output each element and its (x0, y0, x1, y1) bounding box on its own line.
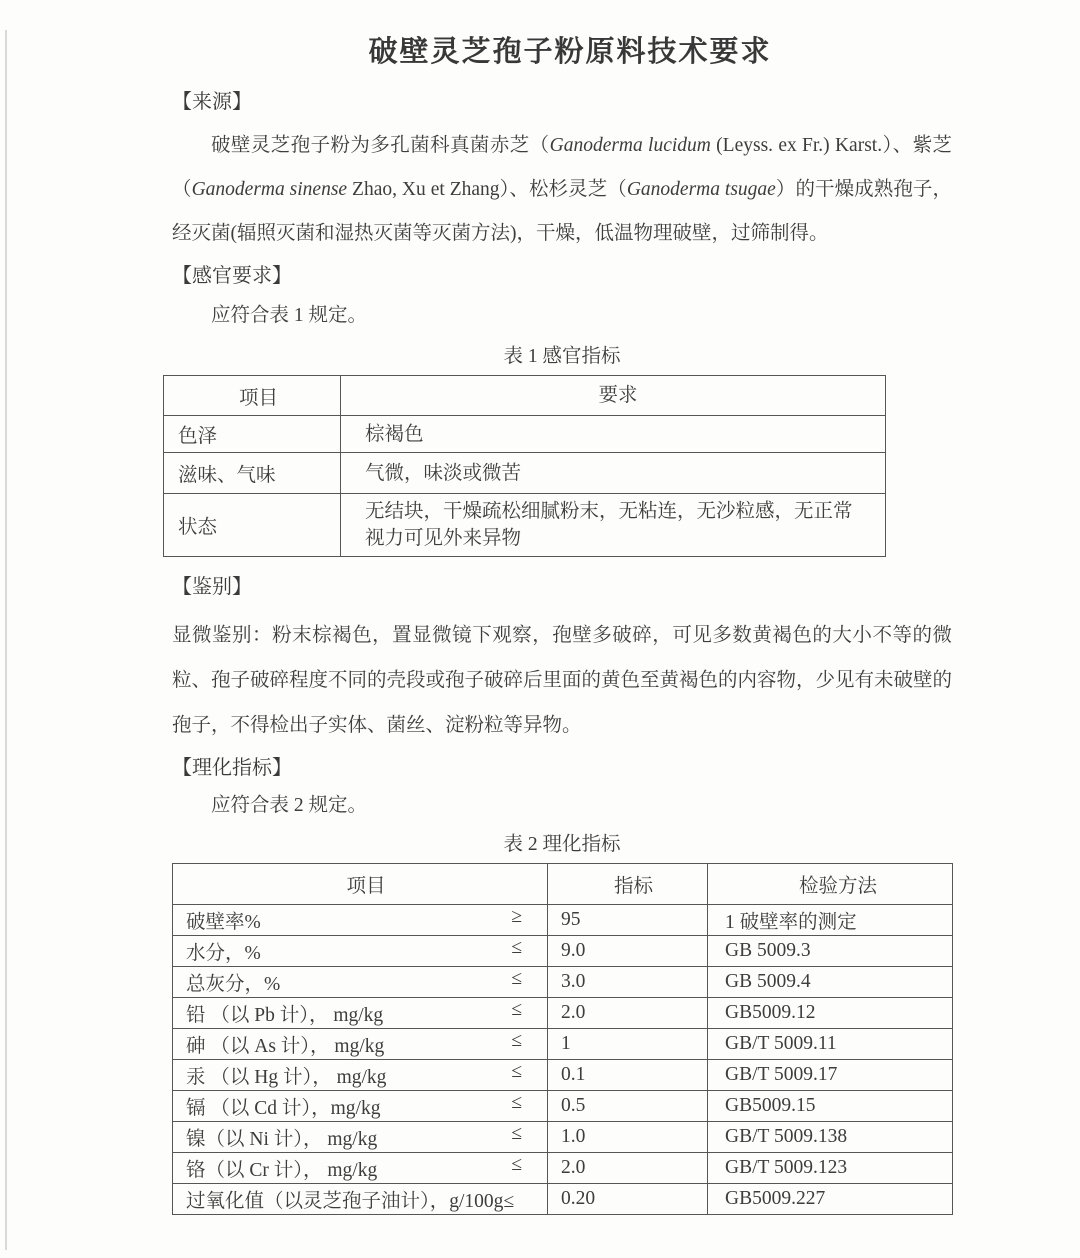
t2-cell-value: 2.0 (548, 1153, 708, 1184)
t2-cell-item-label: 汞 （以 Hg 计）， mg/kg (186, 1067, 387, 1088)
t2-cell-operator: ≤ (511, 1154, 522, 1175)
table-row (164, 494, 886, 557)
t2-header-method: 检验方法 (708, 864, 953, 905)
t2-cell-operator: ≥ (511, 906, 522, 927)
table-row (173, 1029, 953, 1060)
t2-cell-method: GB5009.227 (708, 1184, 953, 1215)
t2-cell-method: GB5009.12 (708, 998, 953, 1029)
t2-cell-item (173, 998, 548, 1029)
t2-cell-value: 0.5 (548, 1091, 708, 1122)
section-heading-sensory: 【感官要求】 (172, 265, 292, 287)
t2-cell-operator: ≤ (511, 937, 522, 958)
section-heading-source: 【来源】 (172, 91, 252, 113)
table-row (173, 967, 953, 998)
sensory-note: 应符合表 1 规定。 (211, 305, 368, 326)
t2-cell-method: GB/T 5009.11 (708, 1029, 953, 1060)
t2-cell-value: 9.0 (548, 936, 708, 967)
table-row (164, 453, 886, 494)
t2-cell-item-label: 总灰分，% (186, 974, 281, 995)
t2-cell-value: 2.0 (548, 998, 708, 1029)
t1-cell-requirement: 无结块，干燥疏松细腻粉末，无粘连，无沙粒感，无正常视力可见外来异物 (341, 494, 886, 557)
physchem-table-head (173, 864, 953, 905)
t1-header-item: 项目 (164, 376, 341, 416)
t2-cell-item-label: 镉 （以 Cd 计），mg/kg (186, 1098, 381, 1119)
t2-cell-operator: ≤ (511, 1061, 522, 1082)
t2-cell-value: 95 (548, 905, 708, 936)
identification-paragraph: 显微鉴别：粉末棕褐色，置显微镜下观察，孢壁多破碎，可见多数黄褐色的大小不等的微粒、孢子破碎程度不同的壳段或孢子破碎后里面的黄色至黄褐色的内容物，少见有未破壁的孢子，不得检出子实体、菌丝、淀粉粒等异物。 (172, 625, 953, 736)
t1-cell-requirement: 棕褐色 (341, 416, 886, 453)
t2-cell-item-label: 破壁率% (186, 912, 261, 933)
section-heading-physchem: 【理化指标】 (172, 757, 292, 779)
t1-cell-item: 色泽 (164, 416, 341, 453)
table-row (173, 1184, 953, 1215)
t2-cell-item (173, 1153, 548, 1184)
t2-cell-operator: ≤ (511, 1030, 522, 1051)
sensory-table-head (164, 376, 886, 416)
t1-cell-requirement: 气微，味淡或微苦 (341, 453, 886, 494)
table-row (173, 936, 953, 967)
t2-cell-item (173, 1029, 548, 1060)
t2-cell-item (173, 1091, 548, 1122)
t2-cell-item-label: 镍（以 Ni 计）， mg/kg (186, 1129, 378, 1150)
table-row (173, 905, 953, 936)
t2-cell-item (173, 1122, 548, 1153)
t2-cell-item-label: 铬（以 Cr 计）， mg/kg (186, 1160, 378, 1181)
t2-cell-method: GB/T 5009.123 (708, 1153, 953, 1184)
t1-header-requirement: 要求 (341, 376, 886, 416)
t2-cell-method: GB 5009.4 (708, 967, 953, 998)
t2-cell-item-label: 水分，% (186, 943, 261, 964)
t2-cell-item (173, 936, 548, 967)
t2-cell-value: 1 (548, 1029, 708, 1060)
t1-cell-item: 状态 (164, 494, 341, 557)
t2-cell-method: GB/T 5009.17 (708, 1060, 953, 1091)
t2-cell-item-label: 铅 （以 Pb 计）， mg/kg (186, 1005, 384, 1026)
physchem-note: 应符合表 2 规定。 (211, 795, 368, 816)
section-heading-identification: 【鉴别】 (172, 576, 252, 598)
table-row (173, 1091, 953, 1122)
table2-caption: 表 2 理化指标 (503, 834, 621, 855)
table-row (173, 1122, 953, 1153)
document-content (172, 90, 952, 1215)
t2-header-item: 项目 (173, 864, 548, 905)
t2-cell-item (173, 1060, 548, 1091)
sensory-table-body (164, 416, 886, 557)
t2-cell-method: GB5009.15 (708, 1091, 953, 1122)
table-row (173, 1153, 953, 1184)
t2-cell-operator: ≤ (511, 999, 522, 1020)
table-row (173, 998, 953, 1029)
table-header-row (173, 864, 953, 905)
sensory-table (163, 375, 886, 557)
document-title: 破壁灵芝孢子粉原料技术要求 (368, 36, 772, 68)
t2-cell-method: GB/T 5009.138 (708, 1122, 953, 1153)
t2-cell-item (173, 905, 548, 936)
t1-cell-item: 滋味、气味 (164, 453, 341, 494)
t2-cell-operator: ≤ (511, 1123, 522, 1144)
t2-cell-item-label: 砷 （以 As 计）， mg/kg (186, 1036, 385, 1057)
t2-cell-item (173, 1184, 548, 1215)
table1-caption: 表 1 感官指标 (503, 346, 621, 367)
physchem-table-body (173, 905, 953, 1215)
t2-cell-value: 1.0 (548, 1122, 708, 1153)
t2-cell-operator: ≤ (511, 968, 522, 989)
t2-cell-value: 3.0 (548, 967, 708, 998)
source-paragraph: 破壁灵芝孢子粉为多孔菌科真菌赤芝（Ganoderma lucidum (Leyss. ex Fr.) Karst.）、紫芝（Ganoderma sinense Zhao, Xu et Zhang）、松杉灵芝（Ganoderma tsugae）的干燥成熟孢子，经灭菌(辐照灭菌和湿热灭菌等灭菌方法)，干燥，低温物理破壁，过筛制得。 (172, 135, 952, 244)
t2-header-index: 指标 (548, 864, 708, 905)
t2-cell-method: GB 5009.3 (708, 936, 953, 967)
table-header-row (164, 376, 886, 416)
table-row (173, 1060, 953, 1091)
t2-cell-item-label: 过氧化值（以灵芝孢子油计），g/100g≤ (186, 1191, 515, 1212)
scan-edge-line (5, 30, 7, 1250)
table-row (164, 416, 886, 453)
physchem-table (172, 863, 953, 1215)
t2-cell-operator: ≤ (511, 1092, 522, 1113)
t2-cell-value: 0.1 (548, 1060, 708, 1091)
t2-cell-method: 1 破壁率的测定 (708, 905, 953, 936)
t2-cell-item (173, 967, 548, 998)
t2-cell-value: 0.20 (548, 1184, 708, 1215)
